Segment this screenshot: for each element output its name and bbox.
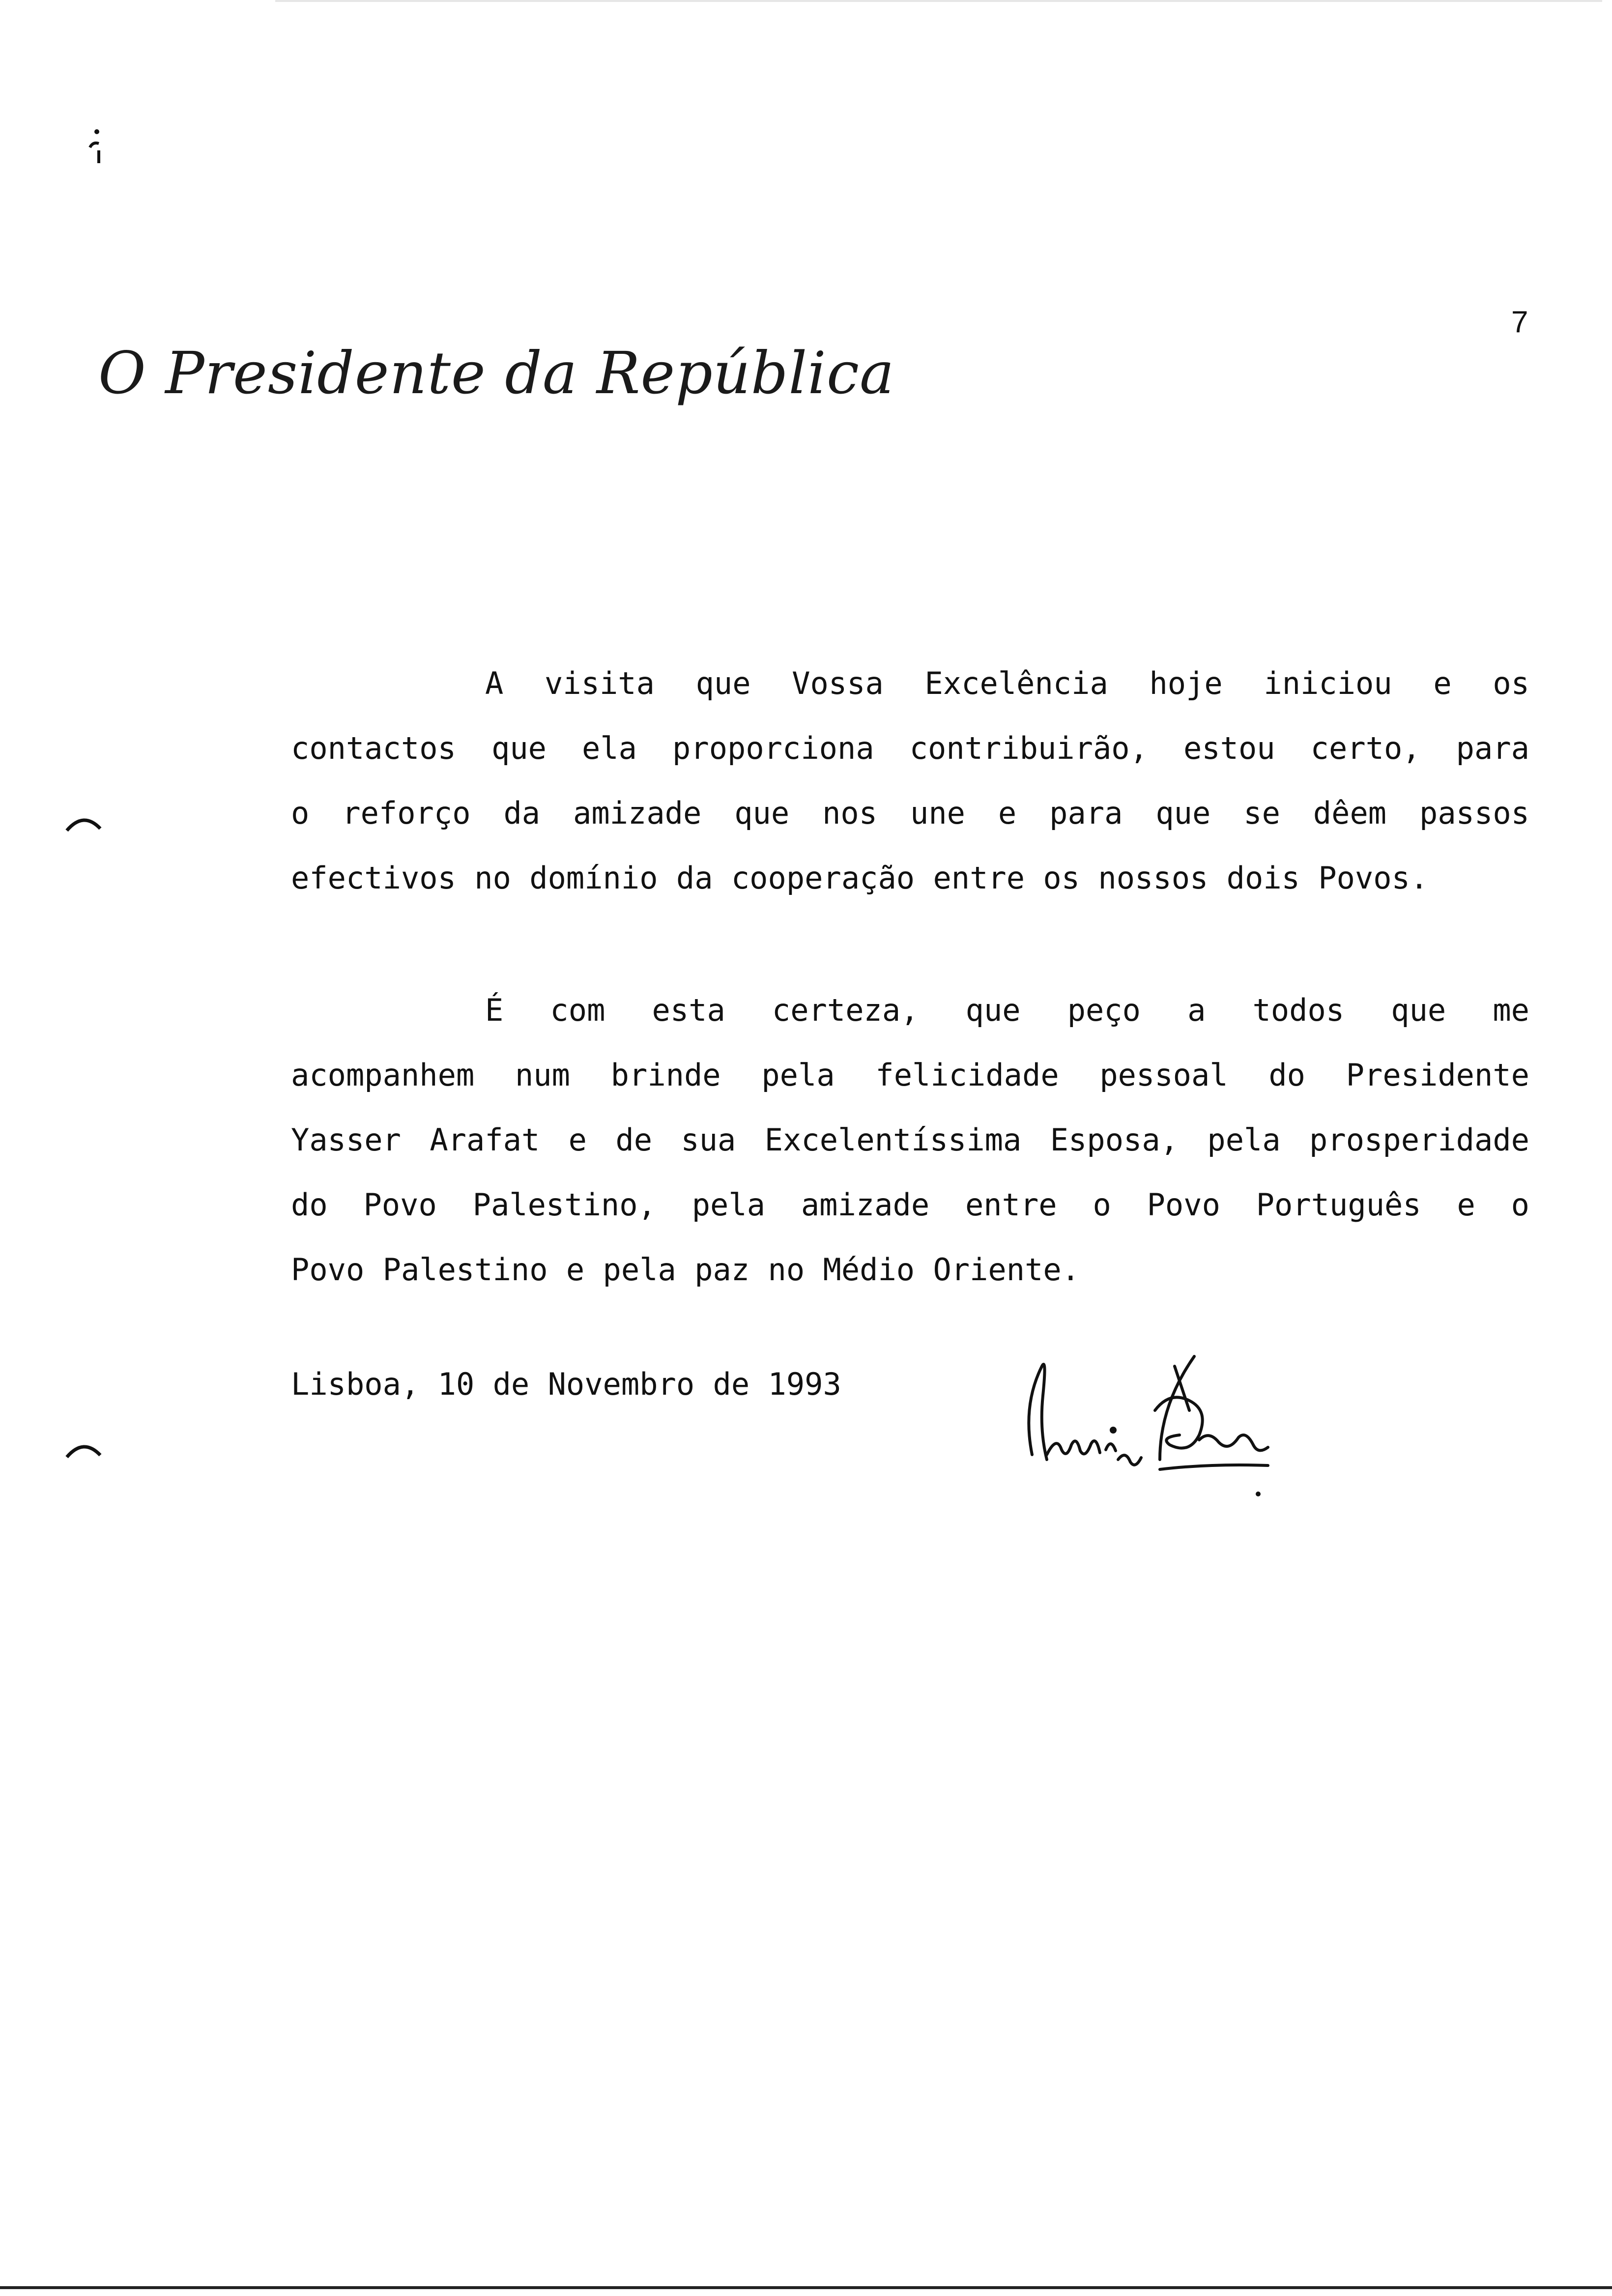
paragraph-line: efectivos no domínio da cooperação entre os nossos dois Povos. (291, 860, 1429, 896)
letterhead-title: O Presidente da República (98, 339, 895, 407)
paragraph-line: Yasser Arafat e de sua Excelentíssima Esposa, pela prosperidade (291, 1122, 1529, 1158)
scan-bottom-edge (0, 2286, 1612, 2289)
punch-hole-mark-icon (64, 1437, 103, 1462)
paragraph-line: Povo Palestino e pela paz no Médio Oriente. (291, 1252, 1080, 1288)
paragraph-line: A visita que Vossa Excelência hoje iniciou e os (485, 665, 1529, 701)
punch-hole-mark-icon (64, 811, 103, 835)
paragraph-2 (291, 978, 1529, 1302)
scan-top-edge (275, 0, 1602, 2)
page-number: 7 (1511, 305, 1528, 339)
dateline: Lisboa, 10 de Novembro de 1993 (291, 1366, 841, 1402)
paragraph-line: acompanhem num brinde pela felicidade pessoal do Presidente (291, 1057, 1529, 1093)
paragraph-line: o reforço da amizade que nos une e para que se dêem passos (291, 795, 1529, 831)
paragraph-1 (291, 651, 1529, 911)
signature-icon (1012, 1337, 1307, 1514)
paragraph-line: contactos que ela proporciona contribuirão, estou certo, para (291, 730, 1529, 766)
staple-mark-icon (86, 128, 106, 167)
paragraph-line: É com esta certeza, que peço a todos que me (485, 992, 1529, 1028)
paragraph-line: do Povo Palestino, pela amizade entre o Povo Português e o (291, 1187, 1529, 1223)
